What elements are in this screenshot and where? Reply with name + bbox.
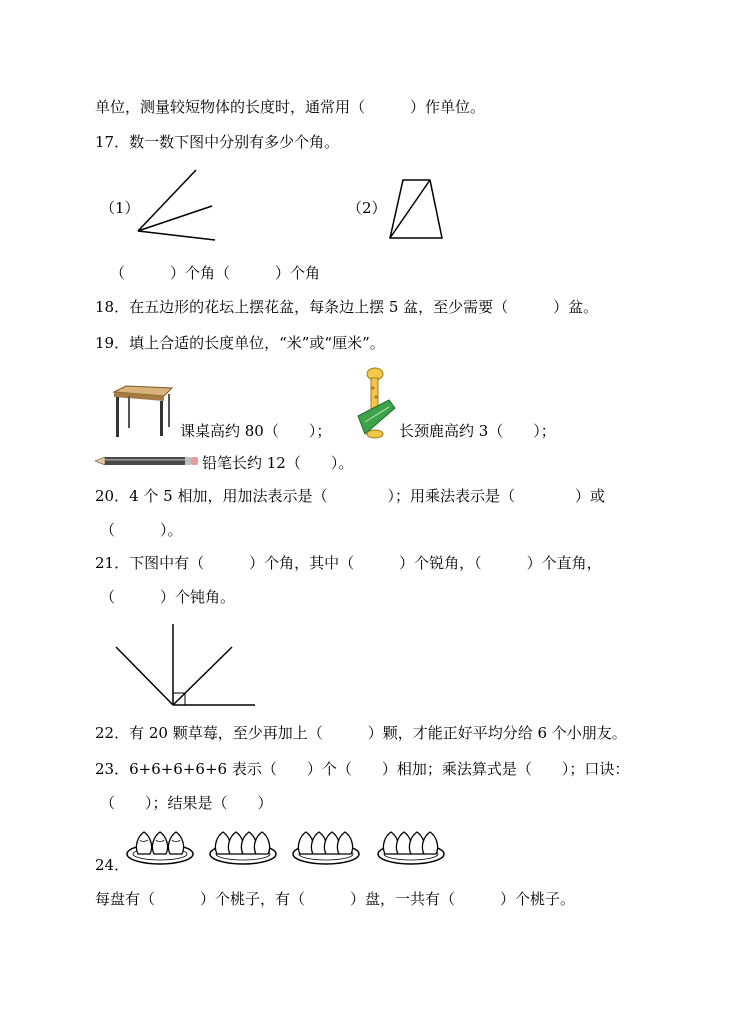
question-21-part-a: 21．下图中有（ ）个角，其中（ ）个锐角，（ ）个直角， xyxy=(95,554,602,572)
question-18: 18．在五边形的花坛上摆花盆，每条边上摆 5 盆，至少需要（ ）盆。 xyxy=(95,298,599,316)
q19-giraffe: 长颈鹿高约 3（ ）； xyxy=(399,422,556,440)
question-21-part-b: （ ）个钝角。 xyxy=(100,588,236,606)
question-23-part-b: （ ）；结果是（ ） xyxy=(100,794,273,812)
question-24: 24． xyxy=(95,856,130,874)
q17-label-2: （2） xyxy=(347,199,387,217)
question-17: 17．数一数下图中分别有多少个角。 xyxy=(95,133,340,151)
line-unit: 单位，测量较短物体的长度时，通常用（ ）作单位。 xyxy=(95,98,486,116)
q17-label-1: （1） xyxy=(100,199,140,217)
q17-figure-2 xyxy=(388,177,444,241)
q19-pencil: 铅笔长约 12（ ）。 xyxy=(202,454,354,472)
peach-plate-icon xyxy=(124,828,196,866)
question-20-part-b: （ ）。 xyxy=(100,521,183,539)
q21-angle-figure xyxy=(114,622,256,708)
question-22: 22．有 20 颗草莓，至少再加上（ ）颗，才能正好平均分给 6 个小朋友。 xyxy=(95,724,627,742)
q24-answer: 每盘有（ ）个桃子，有（ ）盘，一共有（ ）个桃子。 xyxy=(95,890,576,908)
peach-plate-icon xyxy=(207,828,279,866)
question-23-part-a: 23．6+6+6+6+6 表示（ ）个（ ）相加；乘法算式是（ ）；口诀： xyxy=(95,760,630,778)
peach-plate-icon xyxy=(290,828,362,866)
pencil-icon xyxy=(95,455,199,467)
question-20-part-a: 20．4 个 5 相加，用加法表示是（ ）；用乘法表示是（ ）或 xyxy=(95,487,605,505)
peach-plate-icon xyxy=(375,828,447,866)
q17-figure-1 xyxy=(134,166,218,244)
q17-answer: （ ）个角（ ）个角 xyxy=(110,264,321,282)
question-19: 19．填上合适的长度单位，“米”或“厘米”。 xyxy=(95,334,385,352)
q19-desk: 课桌高约 80（ ）； xyxy=(180,422,332,440)
desk-icon xyxy=(110,384,174,438)
giraffe-icon xyxy=(355,364,397,440)
